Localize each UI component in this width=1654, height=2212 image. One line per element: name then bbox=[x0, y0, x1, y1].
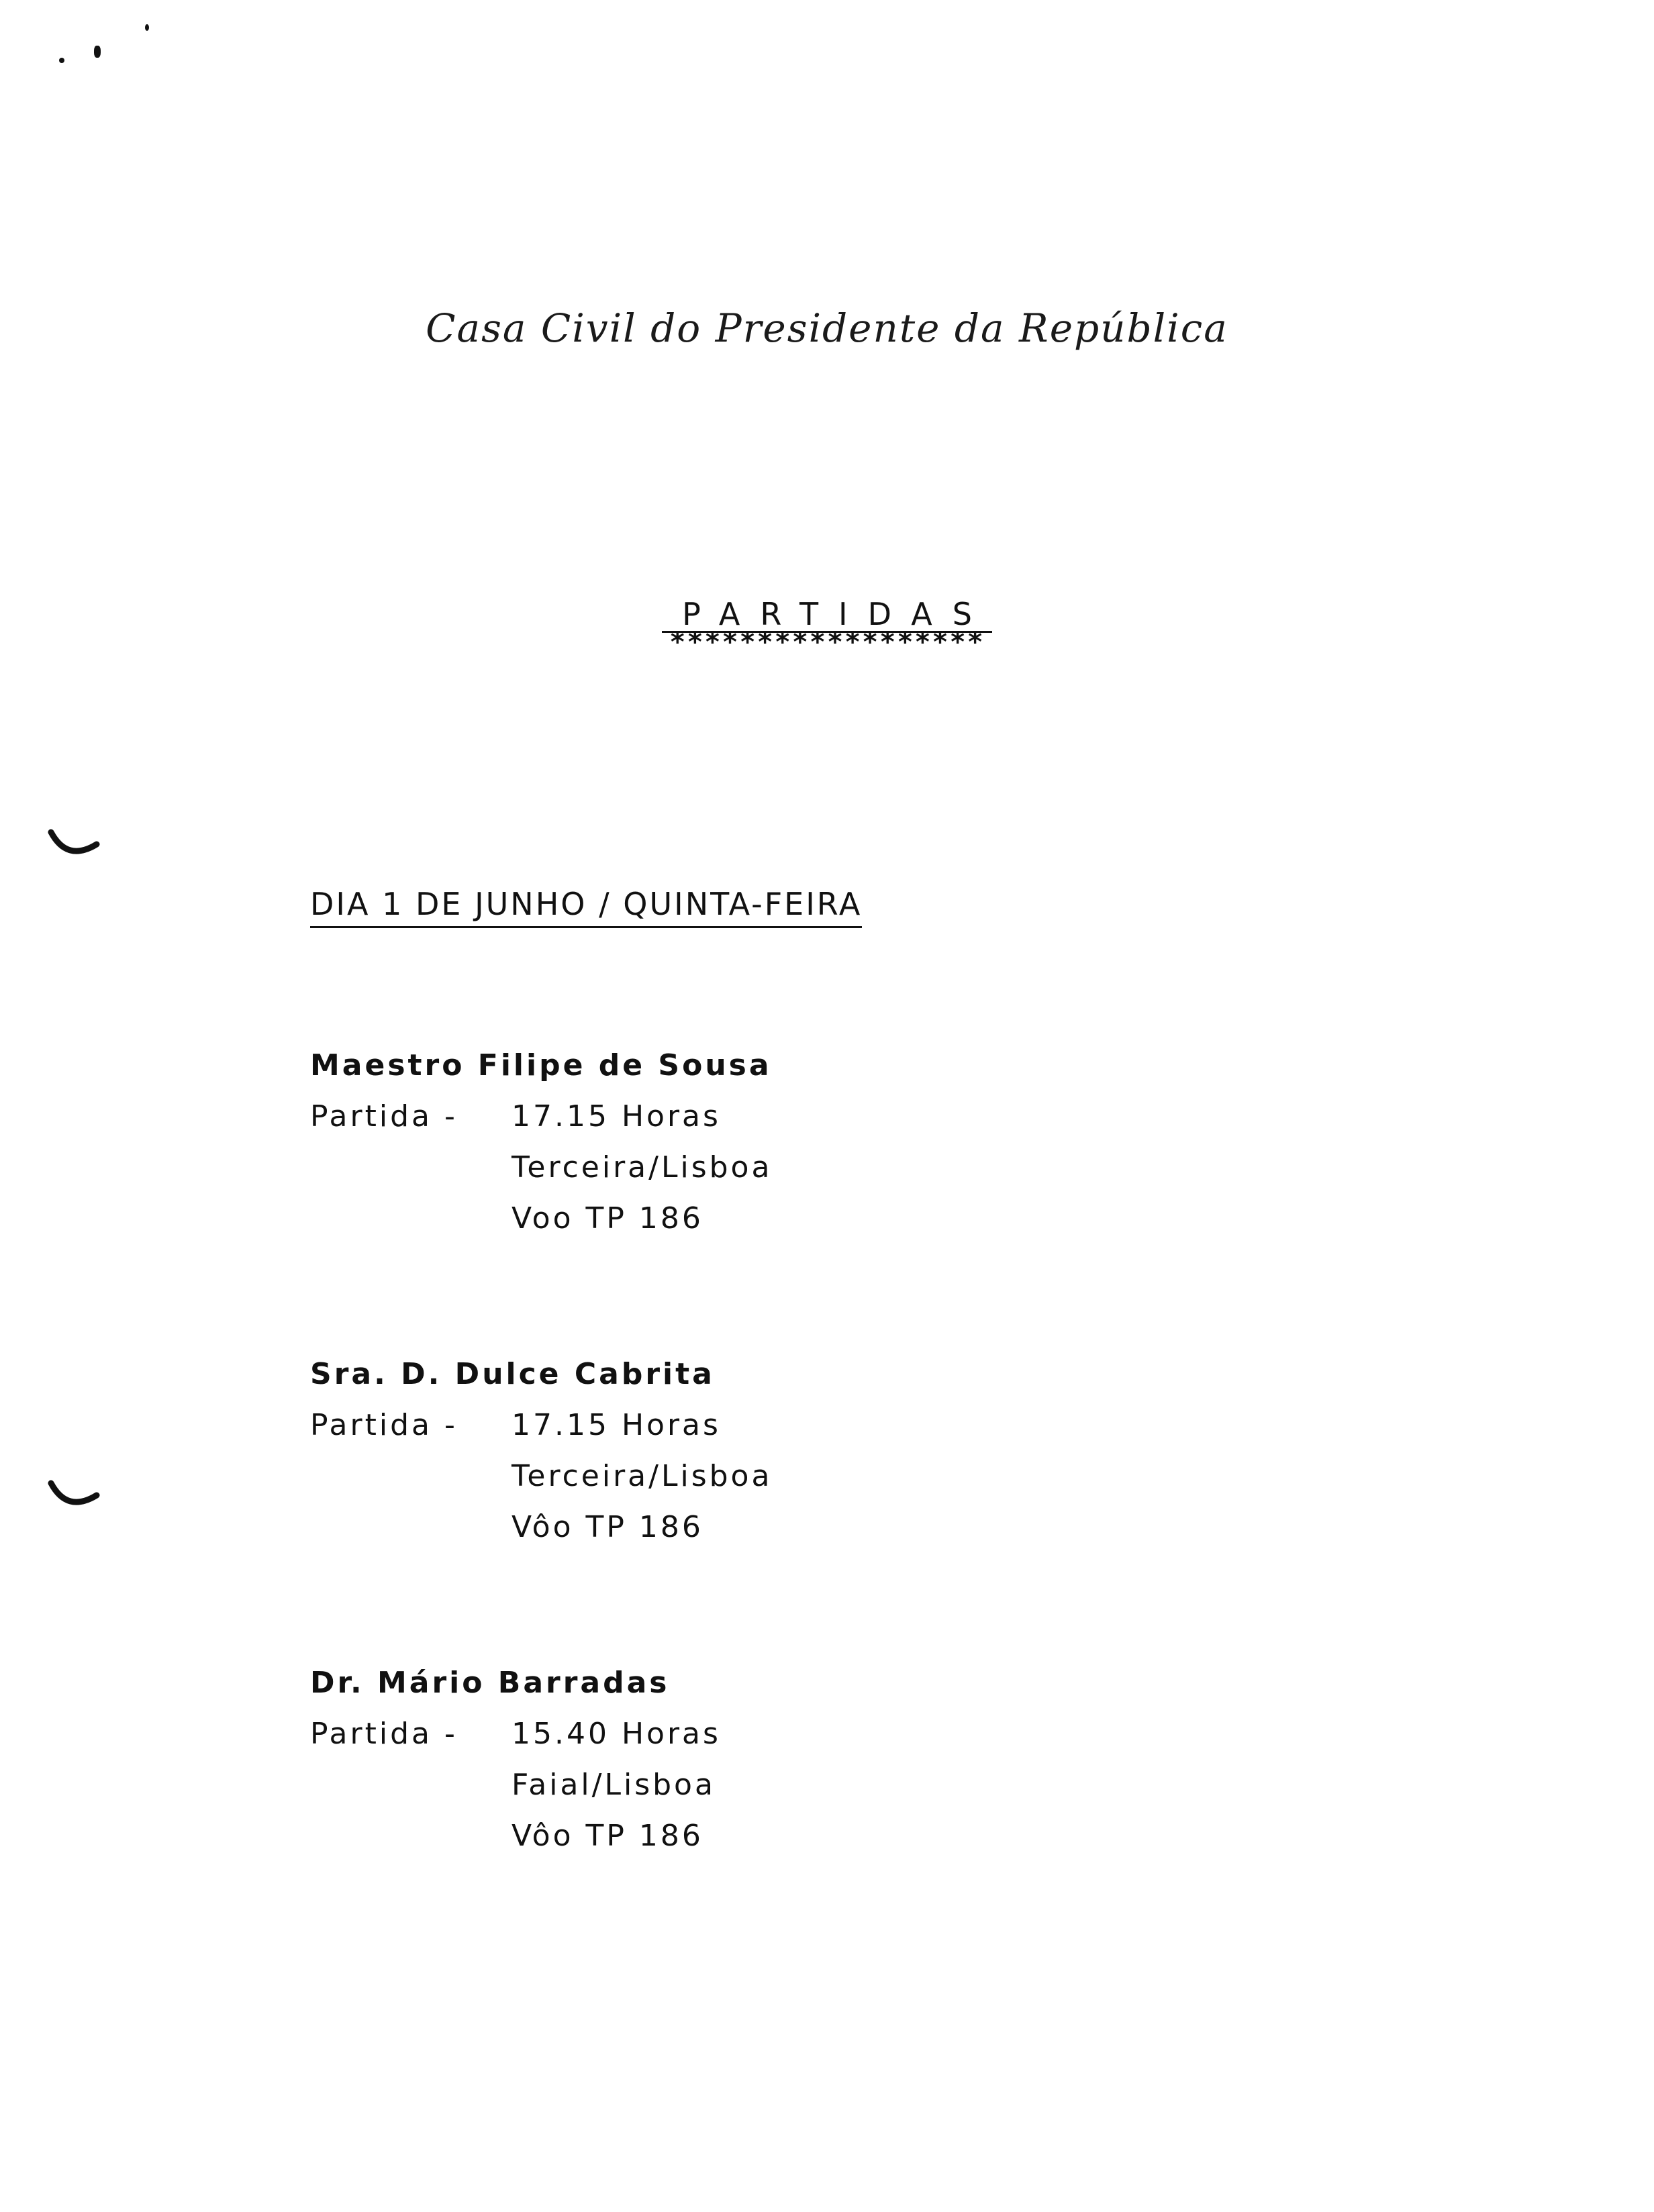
departure-label: Partida - bbox=[310, 1099, 458, 1134]
departure-entry bbox=[310, 1040, 772, 1244]
passenger-name: Dr. Mário Barradas bbox=[310, 1666, 670, 1700]
flight-number: Voo TP 186 bbox=[512, 1201, 703, 1236]
departure-entry bbox=[310, 1349, 772, 1553]
departure-time: 15.40 Horas bbox=[512, 1717, 721, 1751]
day-heading: DIA 1 DE JUNHO / QUINTA-FEIRA bbox=[310, 886, 862, 928]
passenger-name: Maestro Filipe de Sousa bbox=[310, 1048, 772, 1083]
departure-label: Partida - bbox=[310, 1717, 458, 1751]
title-asterisk-line: ****************** bbox=[669, 627, 985, 658]
binder-hole-mark bbox=[47, 825, 101, 866]
title-block bbox=[0, 596, 1654, 658]
departure-time: 17.15 Horas bbox=[512, 1099, 721, 1134]
route: Terceira/Lisboa bbox=[512, 1150, 773, 1185]
departure-entry bbox=[310, 1658, 721, 1862]
departure-time-row bbox=[310, 1400, 772, 1451]
departure-time-row bbox=[310, 1091, 772, 1142]
flight-number: Vôo TP 186 bbox=[512, 1819, 703, 1853]
page-title: PARTIDAS bbox=[662, 597, 992, 633]
route: Faial/Lisboa bbox=[512, 1768, 716, 1802]
scan-speck bbox=[145, 24, 149, 31]
scan-speck bbox=[94, 46, 101, 58]
departure-time-row bbox=[310, 1709, 721, 1760]
letterhead: Casa Civil do Presidente da República bbox=[426, 305, 1228, 351]
departure-label: Partida - bbox=[310, 1408, 458, 1442]
binder-hole-mark bbox=[47, 1476, 101, 1517]
flight-number: Vôo TP 186 bbox=[512, 1510, 703, 1544]
passenger-name: Sra. D. Dulce Cabrita bbox=[310, 1357, 715, 1391]
departure-time: 17.15 Horas bbox=[512, 1408, 721, 1442]
scan-speck bbox=[59, 58, 64, 63]
route: Terceira/Lisboa bbox=[512, 1459, 773, 1493]
